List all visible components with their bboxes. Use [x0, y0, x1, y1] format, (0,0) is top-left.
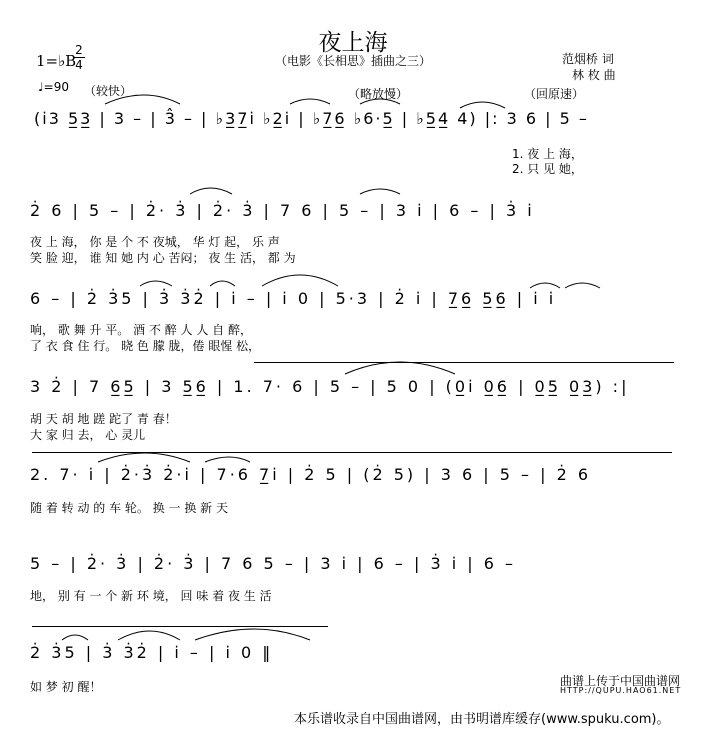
mark-slow: （略放慢） — [348, 87, 409, 101]
lyrics-row-5: 随 着 转 动 的 车 轮。 换 一 换 新 天 — [30, 501, 228, 515]
slur-7 — [140, 281, 172, 286]
volta-2-bracket — [32, 452, 672, 453]
score-row-3: 6 – | 2̇ 3̇5 | 3̇ 3̇2̇ | i̇ – | i̇ 0 | 5·3 | 2̇ i̇ | 7̲6̲ 5̲6̲ | i̇ i̇ — [30, 289, 557, 308]
lyrics-row-2-verse-1: 夜 上 海， 你 是 个 不 夜城， 华 灯 起， 乐 声 — [30, 235, 280, 249]
song-title: 夜上海 — [318, 30, 388, 56]
lyrics-row-3-verse-2: 了 衣 食 住 行。 晓 色 朦 胧，倦 眼惺 松， — [30, 339, 261, 353]
score-row-6: 5 – | 2̇· 3̇ | 2̇· 3̇ | 7 6 5 – | 3 i̇ | 6 – | 3̇ i̇ | 6 – — [30, 554, 517, 573]
lyrics-row-1-verse-2: 2. 只 见 她， — [512, 162, 583, 176]
score-row-7: 2̇ 3̇5 | 3̇ 3̇2̇ | i̇ – | i̇ 0 ‖ — [30, 643, 274, 662]
time-signature-top: 2 — [75, 43, 83, 57]
score-row-4: 3 2̇ | 7 6̲5̲ | 3 5̲6̲ | 1. 7· 6 | 5 – | 5 0 | (0̲i̇ 0̲6̲ | 0̲5̲ 0̲3̲) :| — [30, 377, 630, 396]
last-row-top-line — [32, 626, 328, 627]
composer-credit: 林 枚 曲 — [572, 68, 616, 82]
mark-return: （回原速） — [524, 87, 585, 101]
song-subtitle: （电影《长相思》插曲之三） — [274, 54, 431, 68]
slur-9 — [262, 275, 338, 286]
lyrics-row-1-verse-1: 1. 夜 上 海， — [512, 147, 583, 161]
score-row-2: 2̇ 6 | 5 – | 2̇· 3̇ | 2̇· 3̇ | 7 6 | 5 – | 3 i̇ | 6 – | 3̇ i̇ — [30, 201, 535, 220]
lyrics-row-2-verse-2: 笑 脸 迎， 谁 知 她 内 心 苦闷； 夜 生 活， 都 为 — [30, 251, 296, 265]
slur-2 — [290, 99, 330, 104]
slur-6 — [360, 189, 400, 194]
footer-note: 本乐谱收录自中国曲谱网，由书明谱库缓存(www.spuku.com)。 — [294, 712, 670, 727]
slur-5 — [190, 188, 232, 194]
volta-1-bracket — [254, 362, 674, 363]
tempo-text: （较快） — [84, 84, 133, 98]
score-row-1: (i̇3 5̲3̲ | 3 – | 3̂ – | ♭3̲7̲i̇ ♭2̲i̇ | ♭7̲6̲ ♭6·5̲ | ♭5̲4̲ 4) |: 3 6 | 5 – — [34, 109, 589, 128]
slur-1 — [105, 95, 180, 104]
slur-15 — [62, 635, 88, 640]
lyricist-credit: 范烟桥 词 — [562, 52, 614, 66]
score-row-5: 2. 7· i̇ | 2̇·3̇ 2̇·i̇ | 7·6 7̲i̇ | 2̇ 5 | (2̇ 5) | 3 6 | 5 – | 2̇ 6 — [30, 465, 592, 484]
slur-10 — [530, 283, 560, 288]
tempo-marking: ♩=90 — [38, 80, 69, 94]
time-signature-bottom: 4 — [75, 58, 83, 72]
lyrics-row-6: 地， 别 有 一 个 新 环 境， 回 味 着 夜 生 活 — [30, 589, 272, 603]
footer-url[interactable]: HTTP://QUPU.HAO61.NET — [560, 686, 682, 695]
lyrics-row-7: 如 梦 初 醒！ — [30, 680, 102, 694]
slur-14 — [205, 457, 250, 462]
slur-11 — [565, 283, 600, 288]
lyrics-row-4-verse-2: 大 家 归 去， 心 灵儿 — [30, 428, 146, 442]
slur-4 — [460, 102, 505, 108]
slur-8 — [210, 281, 235, 286]
slur-13 — [98, 453, 190, 462]
footer-site: 曲谱上传于中国曲谱网 — [560, 674, 681, 688]
key-signature: 1=♭B — [36, 52, 77, 70]
slur-17 — [195, 629, 310, 640]
slur-3 — [360, 99, 400, 104]
slur-16 — [118, 631, 180, 640]
slur-12 — [345, 362, 455, 374]
lyrics-row-4-verse-1: 胡 天 胡 地 蹉 跎了 青 春！ — [30, 412, 177, 426]
lyrics-row-3-verse-1: 响， 歌 舞 升 平。 酒 不 醉 人 人 自 醉， — [30, 323, 252, 337]
